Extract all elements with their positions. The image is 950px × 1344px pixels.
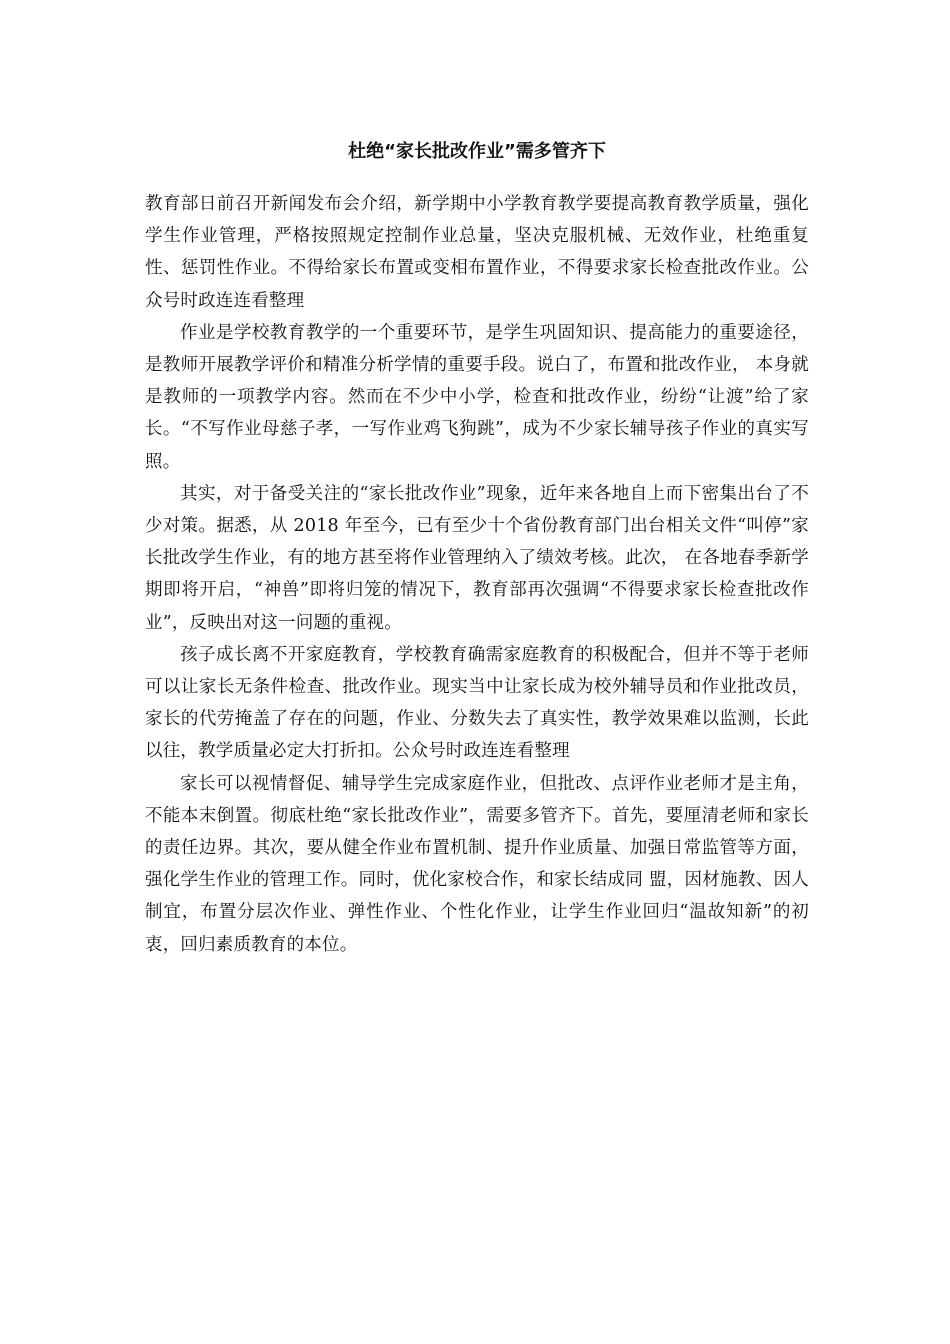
document-page [145,138,809,961]
paragraph-3: 其实，对于备受关注的“家长批改作业”现象，近年来各地自上而下密集出台了不少对策。据悉，从 2018 年至今，已有至少十个省份教育部门出台相关文件“叫停”家长批改学生作业，有的地方甚至将作业管理纳入了绩效考核。此次， 在各地春季新学期即将开启，“神兽”即将归笼的情况下，教育部再次强调“不得要求家长检查批改作业”，反映出对这一问题的重视。 [145,483,809,633]
paragraph-4: 孩子成长离不开家庭教育，学校教育确需家庭教育的积极配合，但并不等于老师可以让家长无条件检查、批改作业。现实当中让家长成为校外辅导员和作业批改员，家长的代劳掩盖了存在的问题，作业、分数失去了真实性，教学效果难以监测，长此以往，教学质量必定大打折扣。公众号时政连连看整理 [145,644,809,762]
paragraph-5: 家长可以视情督促、辅导学生完成家庭作业，但批改、点评作业老师才是主角，不能本末倒置。彻底杜绝“家长批改作业”，需要多管齐下。首先，要厘清老师和家长的责任边界。其次，要从健全作业布置机制、提升作业质量、加强日常监管等方面，强化学生作业的管理工作。同时，优化家校合作，和家长结成同 盟，因材施教、因人制宜，布置分层次作业、弹性作业、个性化作业，让学生作业回归“温故知新”的初衷，回归素质教育的本位。 [145,773,809,955]
document-title: 杜绝“家长批改作业”需多管齐下 [348,141,606,162]
paragraph-intro: 教育部日前召开新闻发布会介绍，新学期中小学教育教学要提高教育教学质量，强化学生作业管理，严格按照规定控制作业总量，坚决克服机械、无效作业，杜绝重复性、惩罚性作业。不得给家长布置或变相布置作业，不得要求家长检查批改作业。公众号时政连连看整理 [145,194,809,311]
paragraph-2: 作业是学校教育教学的一个重要环节，是学生巩固知识、提高能力的重要途径，是教师开展教学评价和精准分析学情的重要手段。说白了，布置和批改作业， 本身就是教师的一项教学内容。然而在不少中小学，检查和批改作业，纷纷“让渡”给了家长。“不写作业母慈子孝，一写作业鸡飞狗跳”，成为不少家长辅导孩子作业的真实写照。 [145,322,809,472]
